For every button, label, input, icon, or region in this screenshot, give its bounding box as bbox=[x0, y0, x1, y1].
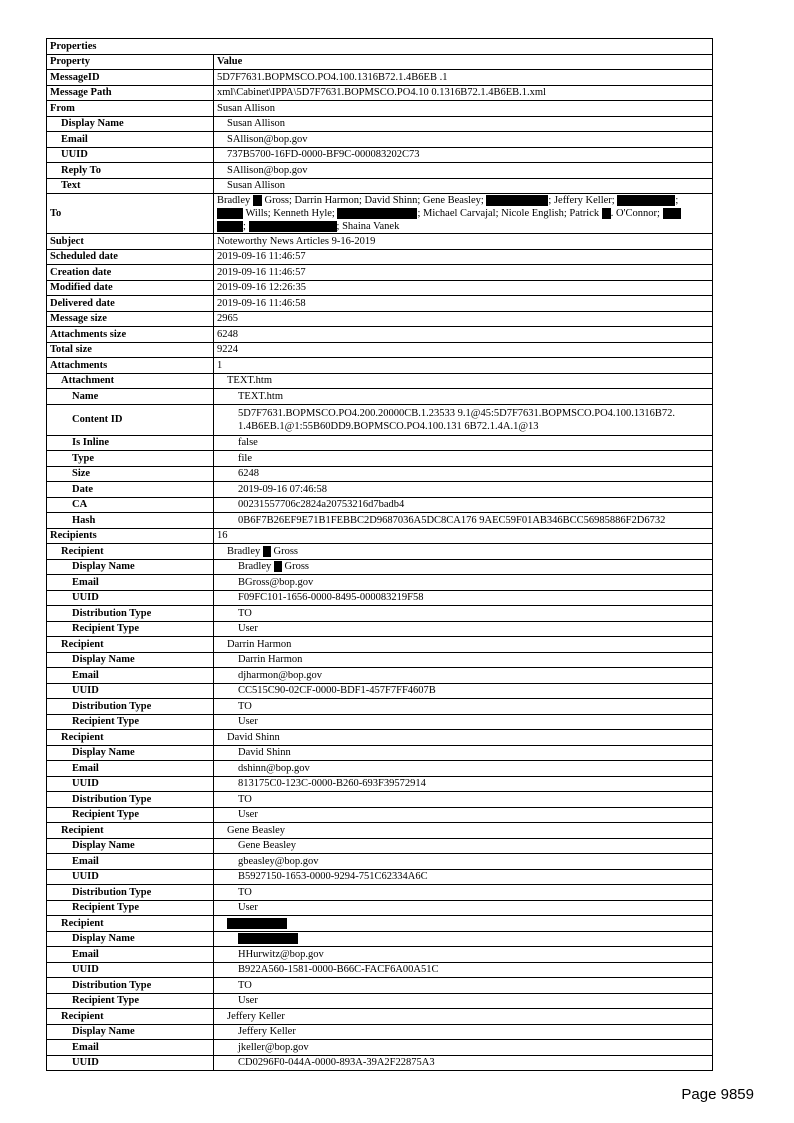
property-name: Recipient Type bbox=[47, 900, 214, 916]
property-value: User bbox=[214, 714, 713, 730]
property-value: gbeasley@bop.gov bbox=[214, 854, 713, 870]
property-value: CD0296F0-044A-0000-893A-39A2F22875A3 bbox=[214, 1055, 713, 1071]
to-text: ; Michael Carvajal; Nicole English; Patrick bbox=[417, 208, 600, 219]
property-value: 0B6F7B26EF9E71B1FEBBC2D9687036A5DC8CA176 9AEC59F01AB346BCC56985886F2D6732 bbox=[214, 513, 713, 529]
property-value: User bbox=[214, 993, 713, 1009]
table-row bbox=[47, 373, 713, 389]
redaction-block bbox=[238, 933, 298, 944]
property-name: Text bbox=[47, 178, 214, 194]
table-row bbox=[47, 451, 713, 467]
property-name: Creation date bbox=[47, 265, 214, 281]
property-name: Display Name bbox=[47, 745, 214, 761]
header-property: Property bbox=[47, 54, 214, 70]
table-row bbox=[47, 621, 713, 637]
to-text: Bradley bbox=[217, 195, 251, 206]
property-value: Bradley Gross bbox=[214, 544, 713, 560]
property-name: UUID bbox=[47, 1055, 214, 1071]
to-line-2 bbox=[217, 207, 709, 220]
redaction-block bbox=[617, 195, 675, 206]
table-title: Properties bbox=[47, 39, 713, 55]
property-name: Display Name bbox=[47, 559, 214, 575]
table-row bbox=[47, 993, 713, 1009]
property-name: Hash bbox=[47, 513, 214, 529]
property-name: Reply To bbox=[47, 163, 214, 179]
table-row bbox=[47, 885, 713, 901]
property-name: Total size bbox=[47, 342, 214, 358]
table-row bbox=[47, 265, 713, 281]
property-name: Email bbox=[47, 1040, 214, 1056]
property-value: Susan Allison bbox=[214, 178, 713, 194]
table-row bbox=[47, 652, 713, 668]
property-name: Attachments size bbox=[47, 327, 214, 343]
property-value: CC515C90-02CF-0000-BDF1-457F7FF4607B bbox=[214, 683, 713, 699]
property-value: TO bbox=[214, 792, 713, 808]
table-row bbox=[47, 1055, 713, 1071]
redaction-block bbox=[486, 195, 548, 206]
property-value bbox=[214, 916, 713, 932]
property-value: 2019-09-16 11:46:57 bbox=[214, 265, 713, 281]
table-row bbox=[47, 163, 713, 179]
to-text: ; Shaina Vanek bbox=[336, 221, 400, 232]
redaction-block bbox=[217, 208, 243, 219]
table-row bbox=[47, 792, 713, 808]
table-row bbox=[47, 528, 713, 544]
property-value: dshinn@bop.gov bbox=[214, 761, 713, 777]
property-value: 2965 bbox=[214, 311, 713, 327]
redaction-block bbox=[253, 195, 262, 206]
property-name: Modified date bbox=[47, 280, 214, 296]
property-value: 5D7F7631.BOPMSCO.PO4.200.20000CB.1.23533 9.1@45:5D7F7631.BOPMSCO.PO4.100.1316B72. 1.4B6EB.1@1:55B60DD9.BOPMSCO.PO4.100.131 6B72.1.4A.1@13 bbox=[214, 404, 713, 435]
property-value: jkeller@bop.gov bbox=[214, 1040, 713, 1056]
property-value: SAllison@bop.gov bbox=[214, 163, 713, 179]
property-value: TO bbox=[214, 978, 713, 994]
property-value: BGross@bop.gov bbox=[214, 575, 713, 591]
property-name: Recipient Type bbox=[47, 714, 214, 730]
property-name: UUID bbox=[47, 590, 214, 606]
to-text: ; Jeffery Keller; bbox=[548, 195, 615, 206]
property-value: 6248 bbox=[214, 327, 713, 343]
table-row bbox=[47, 668, 713, 684]
property-name: Recipient Type bbox=[47, 807, 214, 823]
property-value: 16 bbox=[214, 528, 713, 544]
redaction-block bbox=[263, 546, 271, 557]
property-name: Recipient Type bbox=[47, 993, 214, 1009]
property-value: F09FC101-1656-0000-8495-000083219F58 bbox=[214, 590, 713, 606]
property-name: Message size bbox=[47, 311, 214, 327]
property-name: Scheduled date bbox=[47, 249, 214, 265]
table-row bbox=[47, 978, 713, 994]
property-name: Size bbox=[47, 466, 214, 482]
property-value: Jeffery Keller bbox=[214, 1024, 713, 1040]
property-name: Recipient bbox=[47, 823, 214, 839]
table-row bbox=[47, 280, 713, 296]
property-value: 1 bbox=[214, 358, 713, 374]
table-row bbox=[47, 178, 713, 194]
table-row bbox=[47, 389, 713, 405]
table-row bbox=[47, 962, 713, 978]
property-value: David Shinn bbox=[214, 730, 713, 746]
to-row bbox=[47, 194, 713, 234]
table-row bbox=[47, 869, 713, 885]
table-row bbox=[47, 435, 713, 451]
table-row bbox=[47, 699, 713, 715]
property-value: Darrin Harmon bbox=[214, 637, 713, 653]
property-name: Recipient bbox=[47, 544, 214, 560]
property-value: User bbox=[214, 621, 713, 637]
property-value: TEXT.htm bbox=[214, 373, 713, 389]
property-name: Email bbox=[47, 854, 214, 870]
property-name: Date bbox=[47, 482, 214, 498]
property-value: Susan Allison bbox=[214, 101, 713, 117]
table-title-row bbox=[47, 39, 713, 55]
to-line-1 bbox=[217, 194, 709, 207]
table-row bbox=[47, 132, 713, 148]
property-value: 2019-09-16 11:46:58 bbox=[214, 296, 713, 312]
table-row bbox=[47, 916, 713, 932]
property-name: Display Name bbox=[47, 931, 214, 947]
table-row bbox=[47, 807, 713, 823]
property-name: Display Name bbox=[47, 652, 214, 668]
table-row bbox=[47, 823, 713, 839]
property-name: Subject bbox=[47, 234, 214, 250]
redaction-block bbox=[249, 221, 337, 232]
property-name: Email bbox=[47, 575, 214, 591]
table-row bbox=[47, 513, 713, 529]
table-row bbox=[47, 234, 713, 250]
property-value: Susan Allison bbox=[214, 116, 713, 132]
property-value: TO bbox=[214, 699, 713, 715]
table-row bbox=[47, 70, 713, 86]
property-value: 2019-09-16 12:26:35 bbox=[214, 280, 713, 296]
to-text: Gross; Darrin Harmon; David Shinn; Gene Beasley; bbox=[264, 195, 484, 206]
property-name: CA bbox=[47, 497, 214, 513]
property-value: 00231557706c2824a20753216d7badb4 bbox=[214, 497, 713, 513]
property-value: B922A560-1581-0000-B66C-FACF6A00A51C bbox=[214, 962, 713, 978]
property-name: Name bbox=[47, 389, 214, 405]
property-name: Recipient bbox=[47, 1009, 214, 1025]
property-name: Message Path bbox=[47, 85, 214, 101]
to-line-3 bbox=[217, 220, 709, 233]
table-row bbox=[47, 404, 713, 435]
property-value: 2019-09-16 11:46:57 bbox=[214, 249, 713, 265]
property-value: xml\Cabinet\IPPA\5D7F7631.BOPMSCO.PO4.10 0.1316B72.1.4B6EB.1.xml bbox=[214, 85, 713, 101]
property-value: file bbox=[214, 451, 713, 467]
property-value: 737B5700-16FD-0000-BF9C-000083202C73 bbox=[214, 147, 713, 163]
table-row bbox=[47, 931, 713, 947]
table-row bbox=[47, 101, 713, 117]
to-text: . O'Connor; bbox=[610, 208, 660, 219]
table-row bbox=[47, 482, 713, 498]
property-value: TO bbox=[214, 606, 713, 622]
property-name: Display Name bbox=[47, 1024, 214, 1040]
property-name: MessageID bbox=[47, 70, 214, 86]
property-name: Email bbox=[47, 947, 214, 963]
property-name: UUID bbox=[47, 869, 214, 885]
property-name: Attachments bbox=[47, 358, 214, 374]
to-label: To bbox=[47, 194, 214, 234]
property-name: Distribution Type bbox=[47, 792, 214, 808]
property-name: Recipients bbox=[47, 528, 214, 544]
property-name: Distribution Type bbox=[47, 885, 214, 901]
property-value: false bbox=[214, 435, 713, 451]
table-row bbox=[47, 342, 713, 358]
property-value: 813175C0-123C-0000-B260-693F39572914 bbox=[214, 776, 713, 792]
property-name: Recipient bbox=[47, 730, 214, 746]
property-value: djharmon@bop.gov bbox=[214, 668, 713, 684]
property-name: Recipient Type bbox=[47, 621, 214, 637]
redaction-block bbox=[227, 918, 287, 929]
property-value: TO bbox=[214, 885, 713, 901]
property-name: Recipient bbox=[47, 916, 214, 932]
table-row bbox=[47, 730, 713, 746]
to-text: ; bbox=[675, 195, 679, 206]
table-row bbox=[47, 683, 713, 699]
header-value: Value bbox=[214, 54, 713, 70]
property-name: Delivered date bbox=[47, 296, 214, 312]
table-row bbox=[47, 637, 713, 653]
property-value: Darrin Harmon bbox=[214, 652, 713, 668]
property-name: Attachment bbox=[47, 373, 214, 389]
property-name: Display Name bbox=[47, 838, 214, 854]
property-value: User bbox=[214, 900, 713, 916]
table-row bbox=[47, 714, 713, 730]
property-value: Bradley Gross bbox=[214, 559, 713, 575]
to-value bbox=[214, 194, 713, 234]
table-row bbox=[47, 947, 713, 963]
table-row bbox=[47, 838, 713, 854]
table-row bbox=[47, 466, 713, 482]
to-text: ; bbox=[243, 221, 246, 232]
table-row bbox=[47, 116, 713, 132]
property-value: HHurwitz@bop.gov bbox=[214, 947, 713, 963]
redaction-block bbox=[217, 221, 243, 232]
property-name: Recipient bbox=[47, 637, 214, 653]
property-name: From bbox=[47, 101, 214, 117]
property-value: 6248 bbox=[214, 466, 713, 482]
table-row bbox=[47, 311, 713, 327]
property-name: UUID bbox=[47, 962, 214, 978]
table-row bbox=[47, 606, 713, 622]
property-name: Distribution Type bbox=[47, 699, 214, 715]
table-row bbox=[47, 854, 713, 870]
to-text: Wills; Kenneth Hyle; bbox=[245, 208, 335, 219]
property-name: Email bbox=[47, 761, 214, 777]
table-header-row bbox=[47, 54, 713, 70]
table-row bbox=[47, 544, 713, 560]
table-row bbox=[47, 1024, 713, 1040]
properties-table bbox=[46, 38, 713, 1071]
table-row bbox=[47, 590, 713, 606]
property-value: 2019-09-16 07:46:58 bbox=[214, 482, 713, 498]
table-row bbox=[47, 1040, 713, 1056]
table-row bbox=[47, 1009, 713, 1025]
redaction-block bbox=[274, 561, 282, 572]
property-name: Display Name bbox=[47, 116, 214, 132]
property-value: SAllison@bop.gov bbox=[214, 132, 713, 148]
table-row bbox=[47, 900, 713, 916]
property-name: Type bbox=[47, 451, 214, 467]
property-value: David Shinn bbox=[214, 745, 713, 761]
property-value: TEXT.htm bbox=[214, 389, 713, 405]
table-row bbox=[47, 296, 713, 312]
table-row bbox=[47, 761, 713, 777]
table-row bbox=[47, 358, 713, 374]
property-value: Noteworthy News Articles 9-16-2019 bbox=[214, 234, 713, 250]
property-value: Gene Beasley bbox=[214, 823, 713, 839]
property-value: Gene Beasley bbox=[214, 838, 713, 854]
redaction-block bbox=[602, 208, 611, 219]
table-row bbox=[47, 559, 713, 575]
table-row bbox=[47, 85, 713, 101]
table-row bbox=[47, 745, 713, 761]
table-row bbox=[47, 249, 713, 265]
property-name: Is Inline bbox=[47, 435, 214, 451]
property-value: User bbox=[214, 807, 713, 823]
page-number: Page 9859 bbox=[681, 1086, 754, 1103]
property-value: B5927150-1653-0000-9294-751C62334A6C bbox=[214, 869, 713, 885]
table-row bbox=[47, 575, 713, 591]
property-name: Distribution Type bbox=[47, 978, 214, 994]
property-name: UUID bbox=[47, 776, 214, 792]
redaction-block bbox=[337, 208, 417, 219]
table-row bbox=[47, 147, 713, 163]
property-name: UUID bbox=[47, 147, 214, 163]
property-name: Email bbox=[47, 132, 214, 148]
property-name: Email bbox=[47, 668, 214, 684]
property-value bbox=[214, 931, 713, 947]
property-name: UUID bbox=[47, 683, 214, 699]
table-row bbox=[47, 776, 713, 792]
table-row bbox=[47, 497, 713, 513]
property-value: 5D7F7631.BOPMSCO.PO4.100.1316B72.1.4B6EB .1 bbox=[214, 70, 713, 86]
property-name: Distribution Type bbox=[47, 606, 214, 622]
table-row bbox=[47, 327, 713, 343]
property-value: Jeffery Keller bbox=[214, 1009, 713, 1025]
property-name: Content ID bbox=[47, 404, 214, 435]
property-value: 9224 bbox=[214, 342, 713, 358]
redaction-block bbox=[663, 208, 681, 219]
